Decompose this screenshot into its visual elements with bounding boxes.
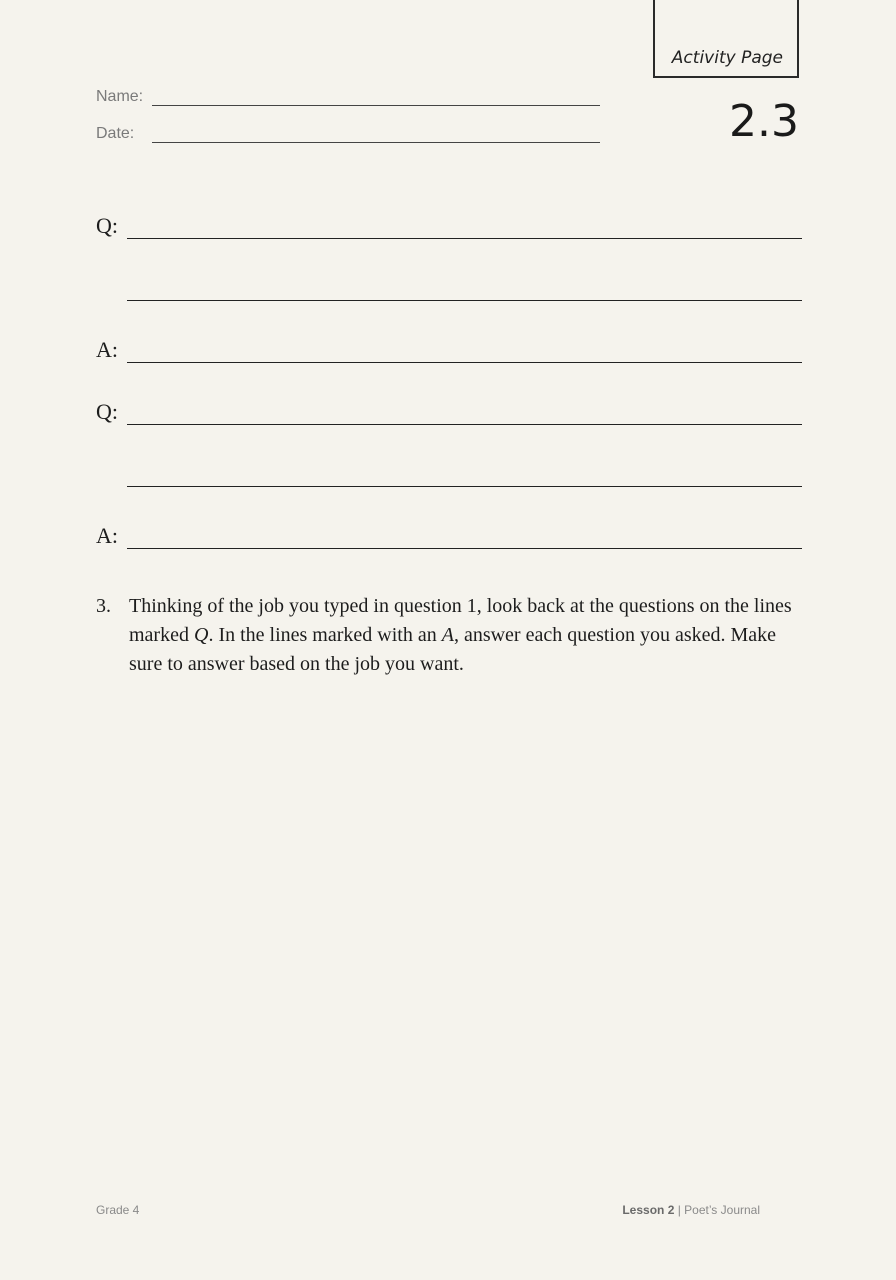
answer-label: A: — [96, 337, 118, 362]
question-line-1[interactable] — [96, 209, 802, 239]
question-line-1-continued[interactable] — [96, 271, 802, 301]
question-line-2-continued[interactable] — [96, 457, 802, 487]
a-letter: A — [441, 624, 454, 646]
activity-page-label: Activity Page — [671, 48, 783, 68]
answer-rule[interactable] — [127, 362, 802, 363]
instruction-text-part-1: Thinking of the job you typed in question 1, look back at the questions on the lines marked — [129, 595, 792, 646]
name-line[interactable] — [152, 105, 600, 106]
answer-rule[interactable] — [127, 238, 802, 239]
instruction-text — [129, 592, 796, 679]
question-label: Q: — [96, 399, 118, 424]
name-label: Name: — [96, 88, 144, 105]
instruction-text-part-3: , answer each question you asked. Make sure to answer based on the job you want. — [129, 624, 777, 675]
date-line[interactable] — [152, 142, 600, 143]
answer-rule[interactable] — [127, 486, 802, 487]
answer-label: A: — [96, 523, 118, 548]
activity-page-box — [653, 0, 799, 78]
q-letter: Q — [193, 624, 209, 646]
answer-line-2[interactable] — [96, 519, 802, 549]
question-label: Q: — [96, 213, 118, 238]
footer-lesson-label: Lesson 2 — [622, 1203, 675, 1217]
footer-separator: | — [674, 1203, 685, 1217]
instruction-3 — [96, 592, 796, 679]
answer-line-1[interactable] — [96, 333, 802, 363]
date-label: Date: — [96, 125, 135, 142]
answer-rule[interactable] — [127, 300, 802, 301]
footer-journal: Poet’s Journal — [684, 1203, 760, 1217]
question-line-2[interactable] — [96, 395, 802, 425]
name-field[interactable] — [96, 84, 606, 108]
instruction-number: 3. — [96, 595, 111, 617]
answer-rule[interactable] — [127, 548, 802, 549]
footer-lesson — [622, 1203, 760, 1217]
answer-rule[interactable] — [127, 424, 802, 425]
footer-grade: Grade 4 — [96, 1203, 140, 1217]
date-field[interactable] — [96, 121, 606, 145]
page-number: 2.3 — [729, 96, 799, 147]
instruction-text-part-2: . In the lines marked with an — [208, 624, 442, 646]
